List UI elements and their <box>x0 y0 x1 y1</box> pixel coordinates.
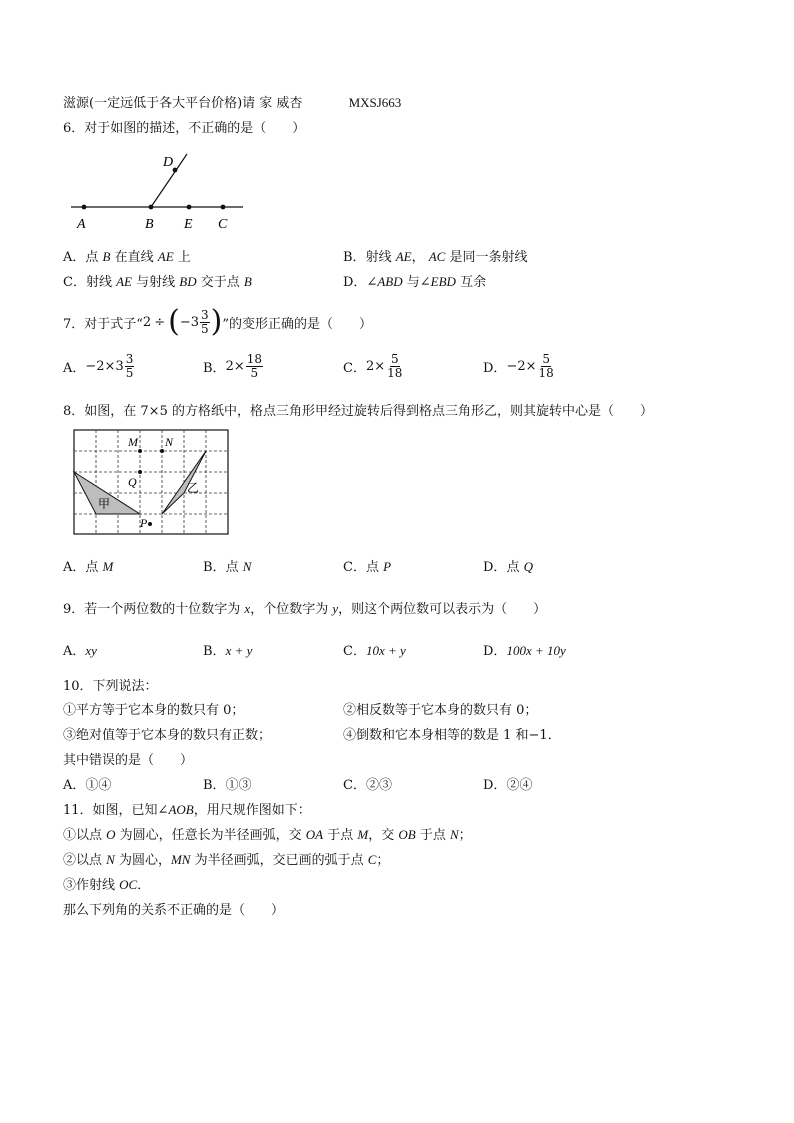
q9-option-b: B．x + y <box>203 643 253 659</box>
label-p: P <box>140 516 148 530</box>
label-yi: 乙 <box>187 481 200 495</box>
label-n: N <box>165 435 174 449</box>
q10-question: 其中错误的是（ ） <box>63 753 194 768</box>
label-e: E <box>184 217 193 232</box>
q7-option-c: C． 2× $\frac{5}{18}$ <box>343 352 403 380</box>
q11-step-3: ③作射线 OC． <box>63 877 151 893</box>
q8-stem: 8．如图，在 7×5 的方格纸中，格点三角形甲经过旋转后得到格点三角形乙，则其旋转中心是（ ） <box>63 404 653 419</box>
q9-option-c: C．10x + y <box>343 643 406 659</box>
q7-option-d: D． −2× $\frac{5}{18}$ <box>483 352 554 380</box>
q10-option-b: B．①③ <box>203 778 252 793</box>
q7-option-b: B． 2× $\frac{18}{5}$ <box>203 352 263 380</box>
q10-option-d: D．②④ <box>483 778 533 793</box>
q10-option-c: C．②③ <box>343 778 392 793</box>
q10-statement-4: ④倒数和它本身相等的数是 1 和−1． <box>343 728 561 743</box>
label-b: B <box>145 217 154 232</box>
q11-question: 那么下列角的关系不正确的是（ ） <box>63 903 285 918</box>
q11-step-1: ①以点 O 为圆心，任意长为半径画弧，交 OA 于点 M，交 OB 于点 N； <box>63 827 472 843</box>
header-code: MXSJ663 <box>348 95 402 110</box>
q9-stem: 9．若一个两位数的十位数字为 x，个位数字为 y，则这个两位数可以表示为（ ） <box>63 601 547 617</box>
q7-stem: 7．对于式子“ 2 ÷ ( −3 $\frac{3}{5}$ ) ”的变形正确的是（ ） <box>63 304 373 339</box>
q8-option-c: C．点 P <box>343 559 392 575</box>
label-m: M <box>128 435 138 449</box>
q8-option-b: B．点 N <box>203 559 252 575</box>
q8-option-d: D．点 Q <box>483 559 533 575</box>
q6-option-a: A．点 B 在直线 AE 上 <box>63 249 191 265</box>
label-jia: 甲 <box>98 497 111 511</box>
q6-option-c: C．射线 AE 与射线 BD 交于点 B <box>63 274 252 290</box>
q9-option-a: A．xy <box>63 643 97 659</box>
q6-option-d: D．∠ABD 与∠EBD 互余 <box>343 274 487 290</box>
label-c: C <box>218 217 228 232</box>
q8-grid-figure <box>72 426 232 538</box>
label-q: Q <box>128 475 137 489</box>
page-header <box>63 92 401 111</box>
label-d: D <box>163 155 174 170</box>
q10-statement-3: ③绝对值等于它本身的数只有正数； <box>63 728 272 743</box>
q6-stem: 6．对于如图的描述，不正确的是（ ） <box>63 121 306 136</box>
q10-statement-1: ①平方等于它本身的数只有 0； <box>63 703 245 718</box>
q7-option-a: A． −2×3 $\frac{3}{5}$ <box>63 352 134 380</box>
q10-option-a: A．①④ <box>63 778 112 793</box>
q9-option-d: D．100x + 10y <box>483 643 566 659</box>
header-text: 滋源(一定远低于各大平台价格)请 家 威杏 <box>63 96 303 111</box>
q10-statement-2: ②相反数等于它本身的数只有 0； <box>343 703 538 718</box>
q11-step-2: ②以点 N 为圆心，MN 为半径画弧，交已画的弧于点 C； <box>63 852 390 868</box>
q11-stem: 11．如图，已知∠AOB，用尺规作图如下： <box>63 802 311 818</box>
q6-option-b: B．射线 AE， AC 是同一条射线 <box>343 249 528 265</box>
q10-stem: 10．下列说法： <box>63 679 158 694</box>
q8-option-a: A．点 M <box>63 559 114 575</box>
q6-line-figure <box>63 148 253 232</box>
label-a: A <box>77 217 86 232</box>
